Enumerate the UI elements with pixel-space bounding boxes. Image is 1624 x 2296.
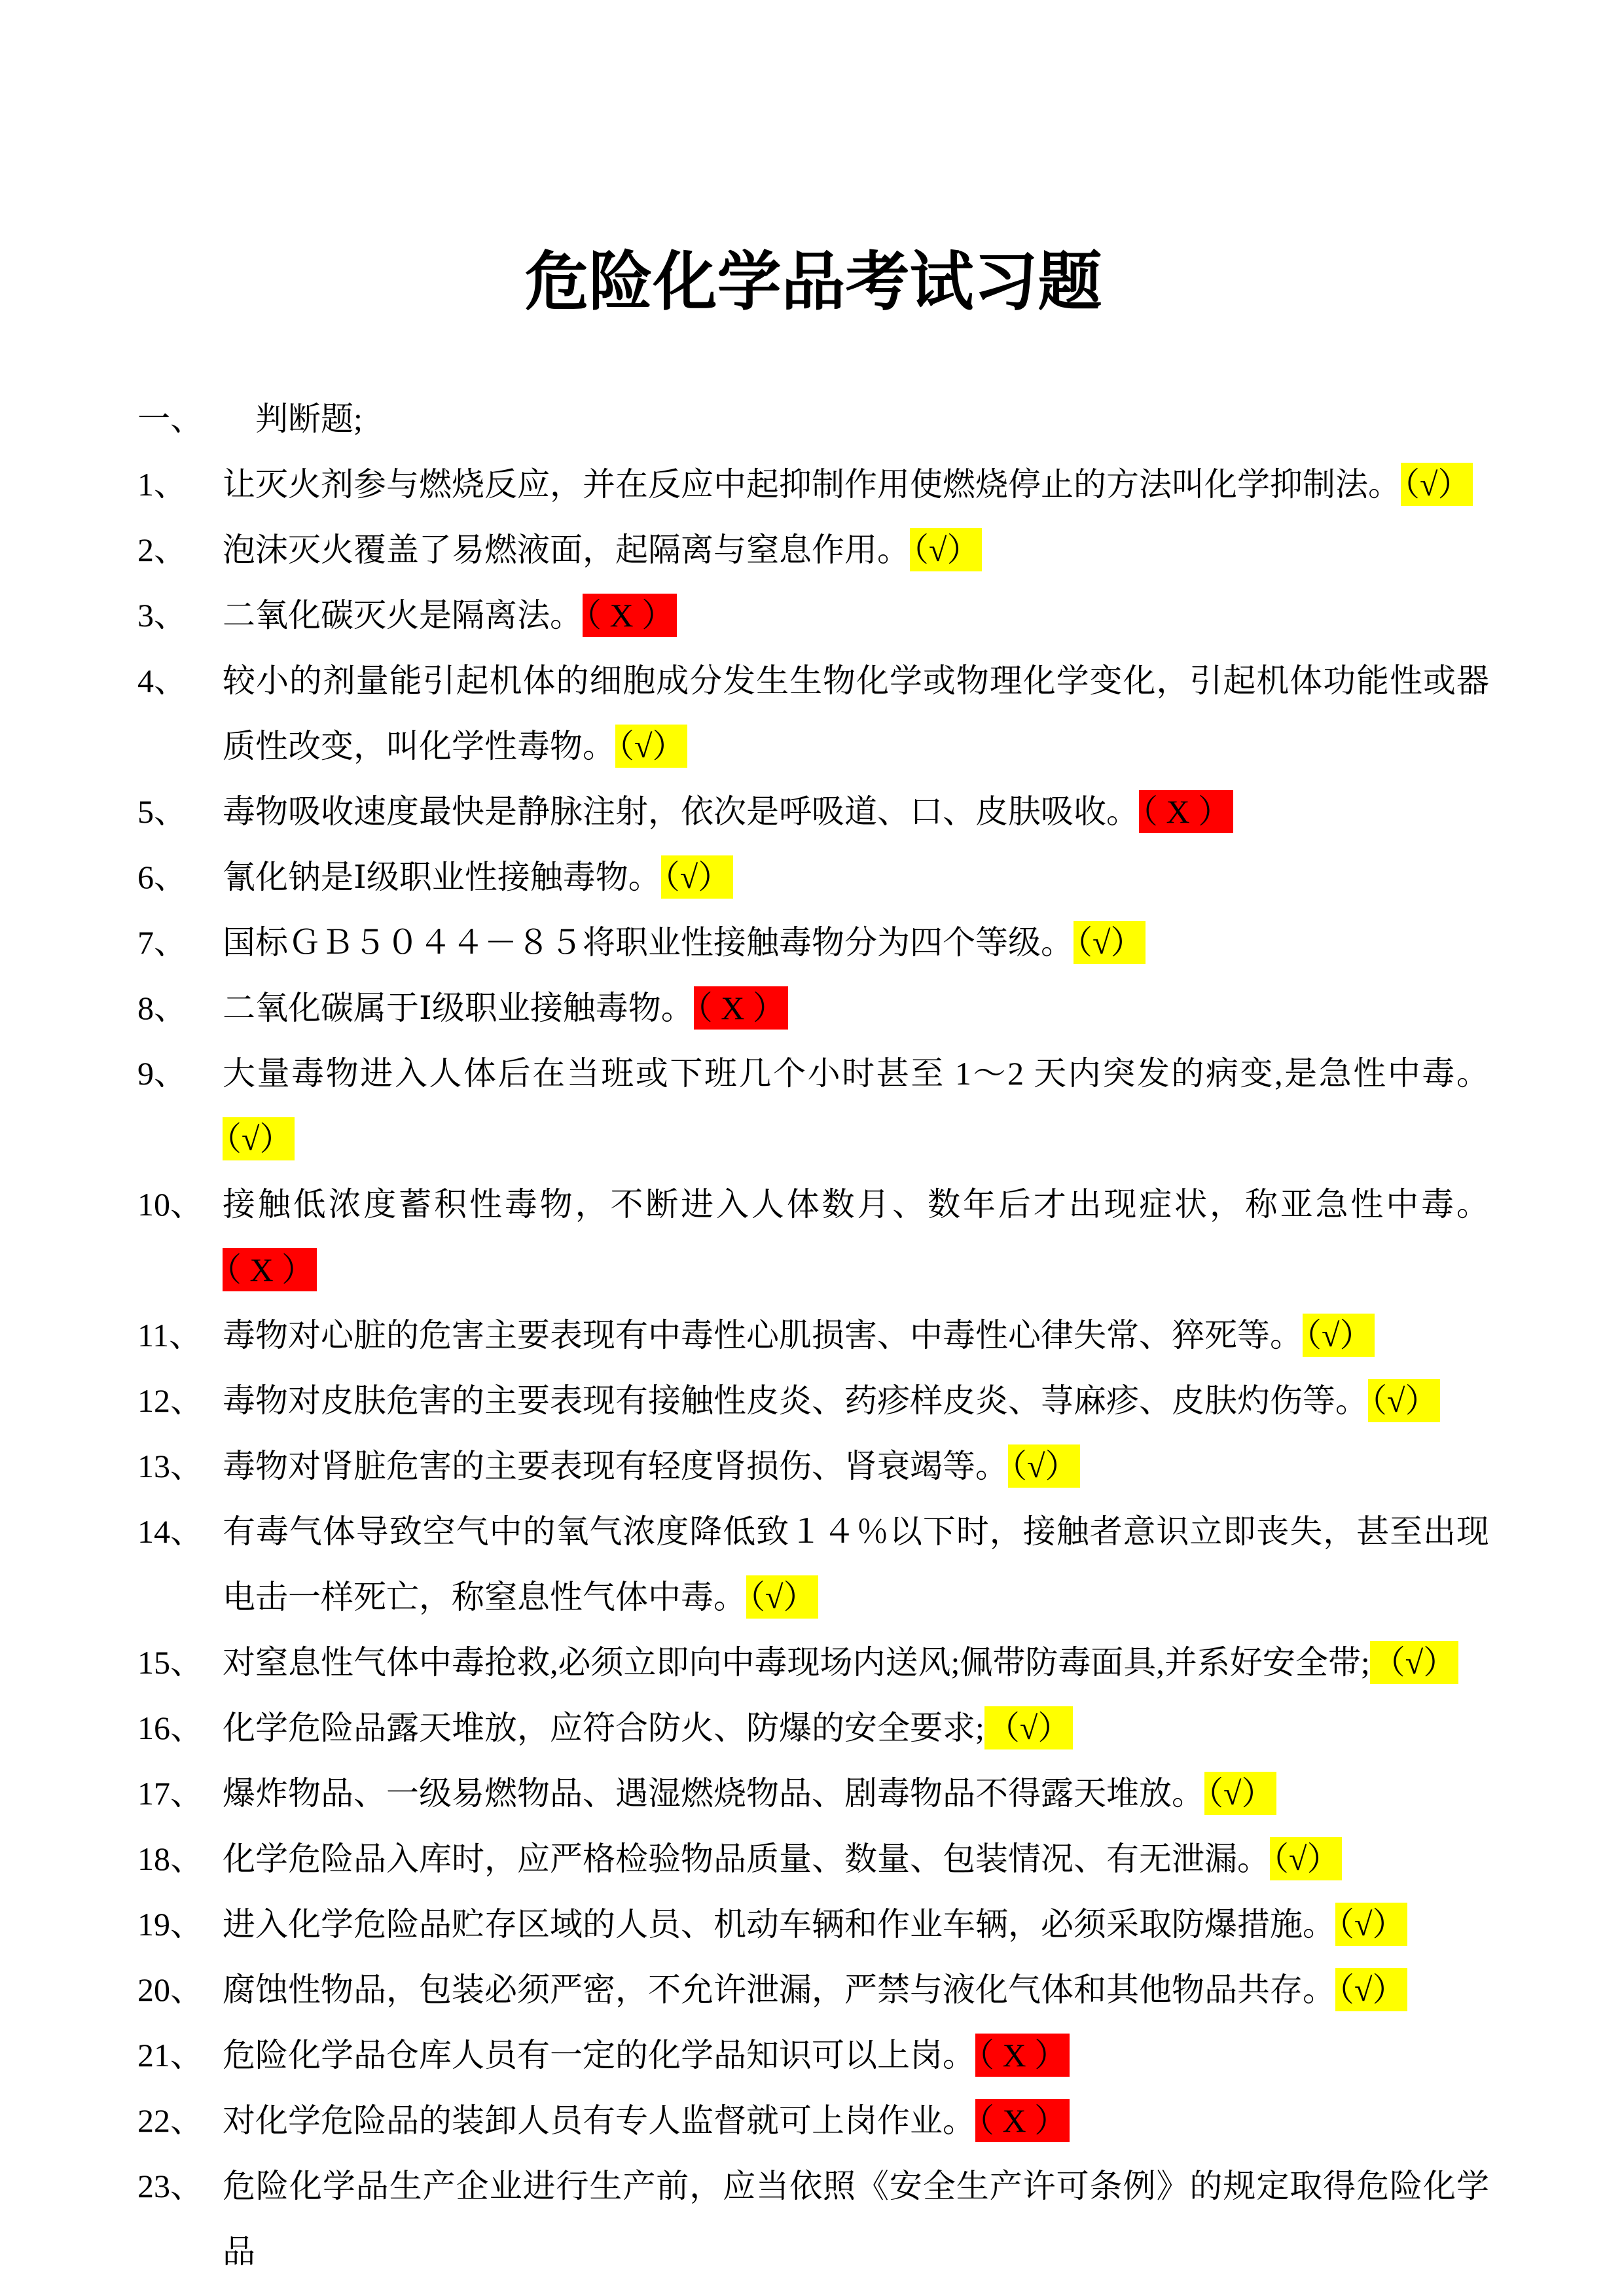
question-number: 1、	[137, 466, 187, 503]
question-number: 7、	[137, 924, 187, 961]
answer-highlight: （ X ）	[694, 986, 788, 1030]
question-row	[137, 1041, 1489, 1172]
answer-highlight: （√）	[1270, 1837, 1342, 1880]
question-number: 22、	[137, 2102, 203, 2139]
answer-highlight: （√）	[1401, 463, 1473, 506]
question-row	[137, 2153, 1489, 2284]
question-row	[137, 1695, 1489, 1761]
answer-highlight: （√）	[1303, 1314, 1375, 1357]
question-row	[137, 452, 1489, 517]
question-number: 8、	[137, 990, 187, 1026]
question-number: 12、	[137, 1382, 203, 1419]
question-text: 泡沫灭火覆盖了易燃液面，起隔离与窒息作用。	[223, 531, 910, 568]
question-text: 二氧化碳灭火是隔离法。	[223, 597, 583, 634]
question-number: 6、	[137, 859, 187, 895]
question-text: 毒物吸收速度最快是静脉注射，依次是呼吸道、口、皮肤吸收。	[223, 793, 1139, 830]
question-text: 有毒气体导致空气中的氧气浓度降低致１４％以下时，接触者意识立即丧失，甚至出现电击一样死亡，称窒息性气体中毒。	[223, 1513, 1489, 1615]
question-text: 腐蚀性物品，包装必须严密，不允许泄漏，严禁与液化气体和其他物品共存。	[223, 1971, 1335, 2008]
question-row	[137, 910, 1489, 975]
question-text: 毒物对心脏的危害主要表现有中毒性心肌损害、中毒性心律失常、猝死等。	[223, 1317, 1303, 1354]
question-number: 15、	[137, 1644, 203, 1681]
question-row	[137, 2022, 1489, 2088]
question-text: 国标ＧＢ５０４４－８５将职业性接触毒物分为四个等级。	[223, 924, 1074, 961]
question-text: 危险化学品仓库人员有一定的化学品知识可以上岗。	[223, 2037, 975, 2073]
answer-highlight: （√）	[1335, 1968, 1407, 2011]
question-text: 较小的剂量能引起机体的细胞成分发生生物化学或物理化学变化，引起机体功能性或器质性改变，叫化学性毒物。	[223, 662, 1489, 764]
answer-highlight: （√）	[1368, 1379, 1440, 1422]
answer-highlight: （ X ）	[975, 2099, 1070, 2142]
question-number: 19、	[137, 1906, 203, 1943]
question-number: 23、	[137, 2168, 203, 2204]
question-row	[137, 517, 1489, 583]
question-text: 氰化钠是Ⅰ级职业性接触毒物。	[223, 859, 661, 895]
answer-highlight: （√）	[1335, 1903, 1407, 1946]
question-row	[137, 1826, 1489, 1892]
document-content	[137, 239, 1489, 2284]
answer-highlight: （√）	[661, 855, 733, 899]
question-row	[137, 1172, 1489, 1302]
question-number: 13、	[137, 1448, 203, 1484]
question-list	[137, 452, 1489, 2284]
answer-highlight: （√）	[223, 1117, 295, 1160]
question-text: 二氧化碳属于Ⅰ级职业接触毒物。	[223, 990, 694, 1026]
answer-highlight: （√）	[1370, 1641, 1458, 1684]
page-title: 危险化学品考试习题	[524, 247, 1102, 318]
section-label: 判断题;	[255, 401, 363, 437]
question-number: 11、	[137, 1317, 202, 1354]
section-heading	[137, 386, 1489, 452]
question-row	[137, 2088, 1489, 2153]
question-row	[137, 975, 1489, 1041]
question-row	[137, 844, 1489, 910]
question-text: 爆炸物品、一级易燃物品、遇湿燃烧物品、剧毒物品不得露天堆放。	[223, 1775, 1204, 1812]
question-text: 让灭火剂参与燃烧反应，并在反应中起抑制作用使燃烧停止的方法叫化学抑制法。	[223, 466, 1401, 503]
question-number: 9、	[137, 1055, 187, 1092]
answer-highlight: （√）	[615, 725, 687, 768]
question-text: 毒物对肾脏危害的主要表现有轻度肾损伤、肾衰竭等。	[223, 1448, 1008, 1484]
section-number: 一、	[137, 401, 203, 437]
answer-highlight: （√）	[1074, 921, 1146, 964]
question-number: 20、	[137, 1971, 203, 2008]
question-number: 17、	[137, 1775, 203, 1812]
question-number: 5、	[137, 793, 187, 830]
answer-highlight: （ X ）	[223, 1248, 317, 1291]
question-row	[137, 1630, 1489, 1695]
question-text: 危险化学品生产企业进行生产前，应当依照《安全生产许可条例》的规定取得危险化学品	[223, 2168, 1489, 2270]
question-text: 对窒息性气体中毒抢救,必须立即向中毒现场内送风;佩带防毒面具,并系好安全带;	[223, 1644, 1370, 1681]
question-row	[137, 1368, 1489, 1433]
answer-highlight: （ X ）	[1139, 790, 1233, 833]
question-text: 大量毒物进入人体后在当班或下班几个小时甚至 1～2 天内突发的病变,是急性中毒。	[223, 1055, 1489, 1092]
question-text: 接触低浓度蓄积性毒物，不断进入人体数月、数年后才出现症状，称亚急性中毒。	[223, 1186, 1489, 1223]
question-row	[137, 1892, 1489, 1957]
question-row	[137, 1302, 1489, 1368]
answer-highlight: （√）	[1204, 1772, 1276, 1815]
question-number: 18、	[137, 1840, 203, 1877]
answer-highlight: （√）	[984, 1706, 1073, 1749]
question-row	[137, 1499, 1489, 1630]
question-text: 对化学危险品的装卸人员有专人监督就可上岗作业。	[223, 2102, 975, 2139]
answer-highlight: （ X ）	[975, 2034, 1070, 2077]
question-number: 10、	[137, 1186, 203, 1223]
answer-highlight: （√）	[910, 528, 982, 571]
question-row	[137, 1433, 1489, 1499]
question-number: 4、	[137, 662, 187, 699]
question-text: 毒物对皮肤危害的主要表现有接触性皮炎、药疹样皮炎、荨麻疹、皮肤灼伤等。	[223, 1382, 1368, 1419]
question-row	[137, 1957, 1489, 2022]
question-text: 进入化学危险品贮存区域的人员、机动车辆和作业车辆，必须采取防爆措施。	[223, 1906, 1335, 1943]
question-row	[137, 779, 1489, 844]
question-number: 3、	[137, 597, 187, 634]
question-row	[137, 583, 1489, 648]
question-row	[137, 1761, 1489, 1826]
answer-highlight: （√）	[1008, 1444, 1080, 1488]
answer-highlight: （√）	[746, 1575, 818, 1619]
question-text: 化学危险品露天堆放，应符合防火、防爆的安全要求;	[223, 1710, 984, 1746]
question-text: 化学危险品入库时，应严格检验物品质量、数量、包装情况、有无泄漏。	[223, 1840, 1270, 1877]
question-number: 16、	[137, 1710, 203, 1746]
question-number: 2、	[137, 531, 187, 568]
question-number: 14、	[137, 1513, 203, 1550]
question-number: 21、	[137, 2037, 203, 2073]
answer-highlight: （ X ）	[583, 594, 677, 637]
question-row	[137, 648, 1489, 779]
